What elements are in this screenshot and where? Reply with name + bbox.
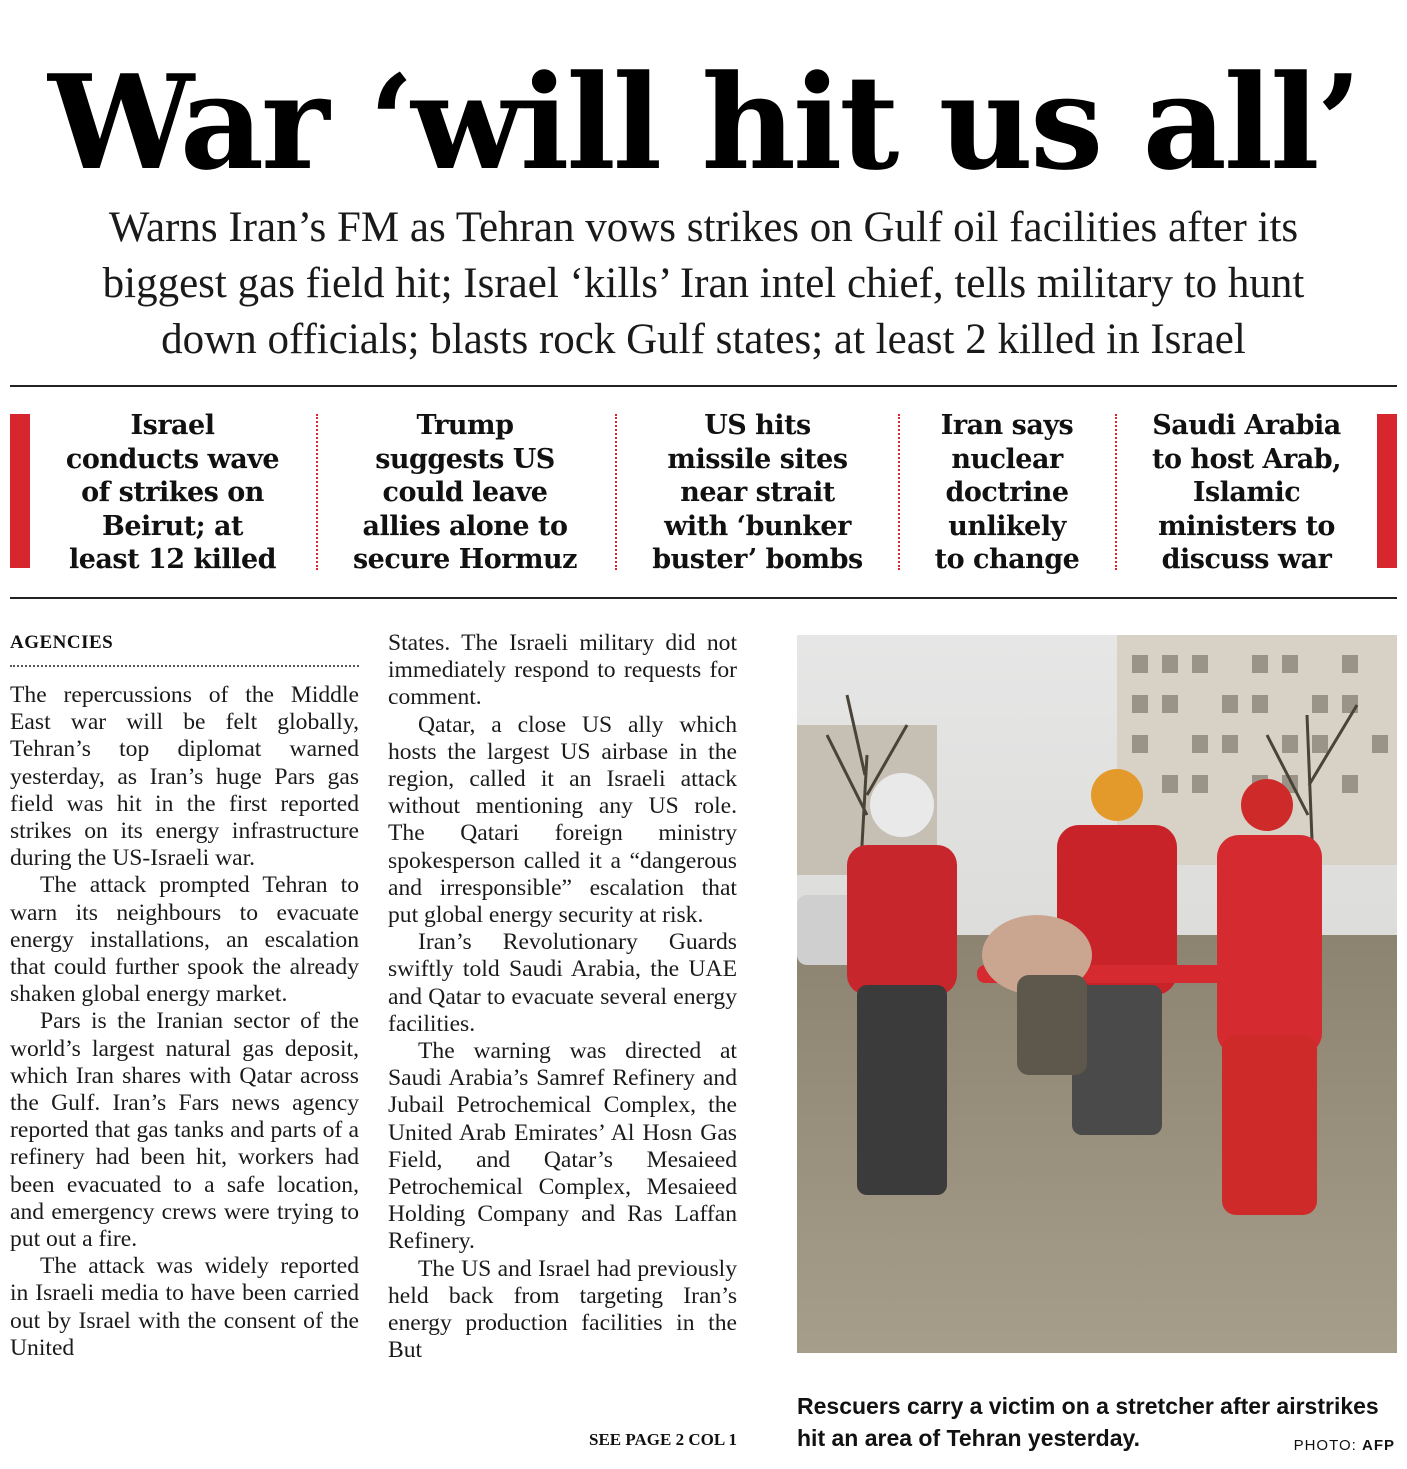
- teaser-line: Beirut; at: [102, 510, 243, 542]
- teaser-line: Iran says: [940, 410, 1074, 441]
- paragraph: States. The Israeli military did not immediately respond to requests for comment.: [388, 630, 737, 711]
- teaser-line: suggests US: [375, 443, 555, 475]
- teaser-line: to change: [934, 544, 1080, 575]
- deck-line: Warns Iran’s FM as Tehran vows strikes on Gulf oil facilities after its: [108, 204, 1299, 251]
- photo-credit-source: AFP: [1362, 1437, 1395, 1454]
- paragraph: The warning was directed at Saudi Arabia’s Samref Refinery and Jubail Petrochemical Complex, the United Arab Emirates’ Al Hosn Gas Field, and Qatar’s Mesaieed Petrochemical Complex, Mesaieed Holding Company and Ras Laffan Refinery.: [388, 1038, 737, 1255]
- paragraph: The repercussions of the Middle East war will be felt globally, Tehran’s top diplomat warned yesterday, as Iran’s huge Pars gas field was hit in the first reported strikes on its energy infrastructure during the US-Israeli war.: [10, 682, 359, 872]
- teaser-line: Israel: [130, 410, 215, 441]
- teaser-line: Islamic: [1192, 477, 1301, 508]
- teaser-saudi-summit[interactable]: [1124, 409, 1369, 577]
- deck-line: biggest gas field hit; Israel ‘kills’ Iran intel chief, tells military to hunt: [102, 260, 1305, 307]
- left-accent-bar: [10, 414, 30, 568]
- teaser-divider: [898, 414, 900, 570]
- deck-line: down officials; blasts rock Gulf states; at least 2 killed in Israel: [161, 316, 1246, 363]
- teaser-us-missile-sites[interactable]: [625, 409, 890, 577]
- bottom-rule: [10, 597, 1397, 599]
- paragraph: Iran’s Revolutionary Guards swiftly told Saudi Arabia, the UAE and Qatar to evacuate several energy facilities.: [388, 929, 737, 1037]
- top-rule: [10, 385, 1397, 387]
- paragraph: The US and Israel had previously held back from targeting Iran’s energy production facilities in the But: [388, 1255, 737, 1364]
- teaser-line: near strait: [680, 477, 835, 508]
- photo-credit: [1294, 1437, 1395, 1454]
- teaser-line: with ‘bunker: [664, 510, 851, 542]
- deck: [20, 200, 1387, 368]
- byline-rule: [10, 665, 359, 667]
- article-column-2: [388, 630, 737, 1364]
- paragraph: Qatar, a close US ally which hosts the largest US airbase in the region, called it an Israeli attack without mentioning any US role. The Qatari foreign ministry spokesperson called it a “dangerous and irresponsible” escalation that put global energy security at risk.: [388, 711, 737, 929]
- teaser-line: missile sites: [667, 443, 848, 475]
- teaser-line: discuss war: [1161, 544, 1332, 575]
- paragraph: Pars is the Iranian sector of the world’s largest natural gas deposit, which Iran shares with Qatar across the Gulf. Iran’s Fars news agency reported that gas tanks and parts of a refinery had been hit, workers had been evacuated to a safe location, and emergency crews were trying to put out a fire.: [10, 1008, 359, 1253]
- teaser-line: secure Hormuz: [352, 544, 578, 575]
- teaser-line: buster’ bombs: [652, 544, 863, 575]
- teaser-line: allies alone to: [362, 510, 568, 542]
- teaser-line: least 12 killed: [68, 544, 276, 575]
- right-accent-bar: [1377, 414, 1397, 568]
- photo-credit-label: PHOTO:: [1293, 1437, 1357, 1454]
- teaser-line: conducts wave: [65, 443, 280, 475]
- paragraph: The attack was widely reported in Israeli media to have been carried out by Israel with the consent of the United: [10, 1253, 359, 1361]
- teaser-line: ministers to: [1158, 510, 1335, 542]
- article-column-1: [10, 682, 359, 1362]
- teaser-divider: [615, 414, 617, 570]
- teaser-iran-nuclear[interactable]: [907, 409, 1107, 577]
- teaser-israel-beirut[interactable]: [40, 409, 305, 577]
- teaser-divider: [1115, 414, 1117, 570]
- headline: War ‘will hit us all’: [48, 46, 1359, 199]
- teaser-line: doctrine: [945, 477, 1069, 508]
- teaser-line: Saudi Arabia: [1152, 410, 1341, 441]
- teaser-trump-hormuz[interactable]: [325, 409, 605, 577]
- teaser-line: Trump: [416, 410, 514, 441]
- teaser-line: to host Arab,: [1151, 443, 1342, 475]
- continuation-reference[interactable]: SEE PAGE 2 COL 1: [589, 1430, 737, 1449]
- teaser-line: of strikes on: [81, 477, 264, 508]
- teaser-line: unlikely: [948, 510, 1066, 542]
- photo-caption: Rescuers carry a victim on a stretcher after airstrikes hit an area of Tehran yesterday.: [797, 1393, 1379, 1451]
- teaser-divider: [316, 414, 318, 570]
- paragraph: The attack prompted Tehran to warn its neighbours to evacuate energy installations, an escalation that could further spook the already shaken global energy market.: [10, 872, 359, 1008]
- teaser-line: nuclear: [951, 443, 1063, 475]
- teaser-line: could leave: [382, 477, 548, 508]
- news-photo: [797, 635, 1397, 1353]
- byline: AGENCIES: [10, 632, 114, 653]
- teaser-line: US hits: [704, 410, 811, 441]
